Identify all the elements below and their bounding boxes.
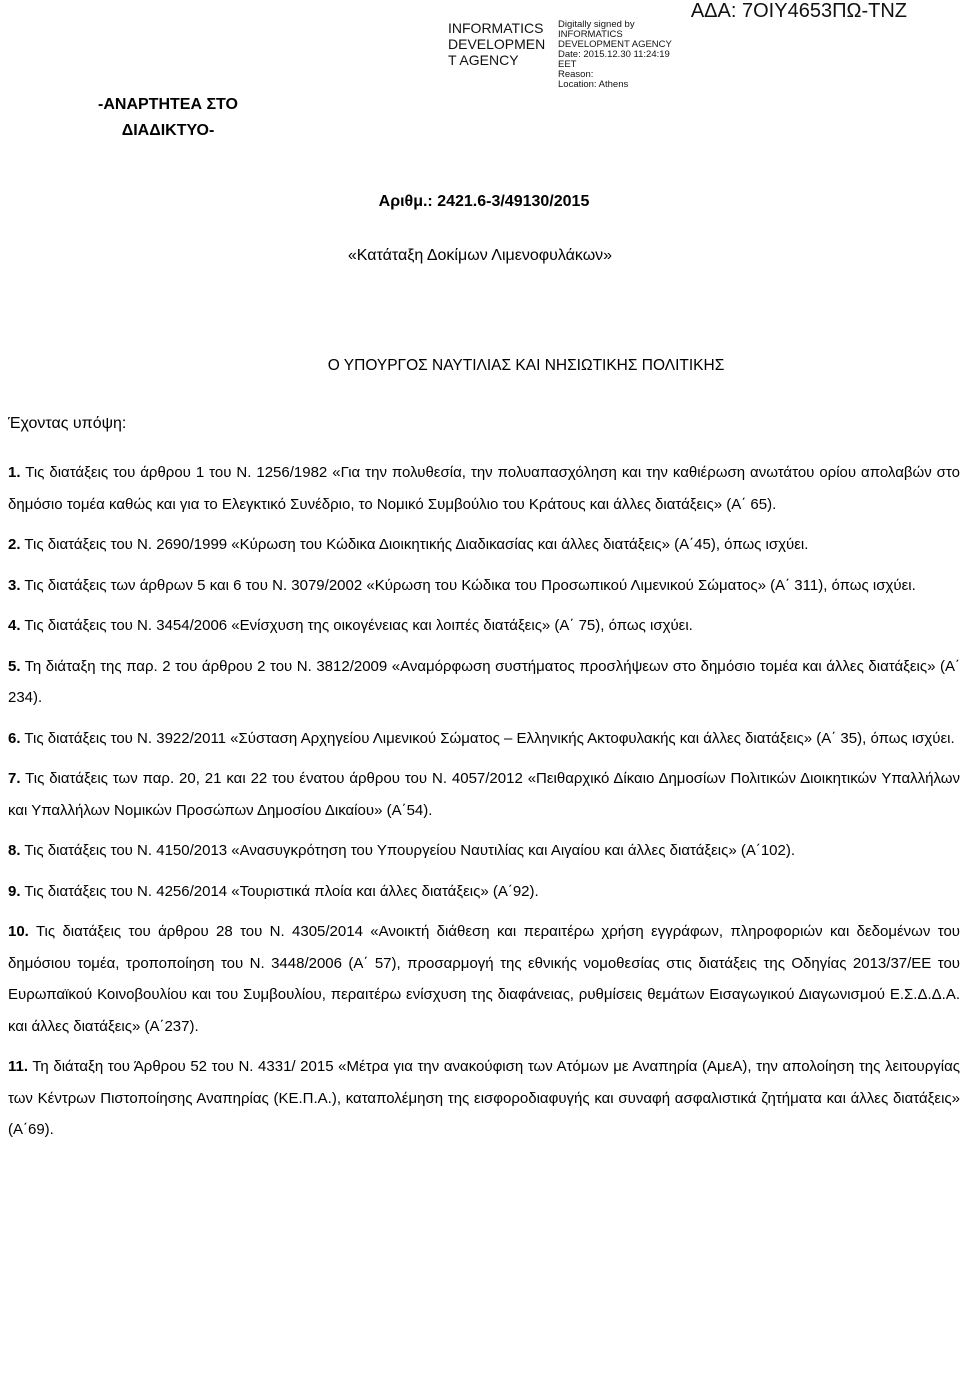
signature-line: Location: Athens [558, 79, 629, 90]
item-number: 1. [8, 464, 21, 481]
considering-label: Έχοντας υπόψη: [8, 415, 127, 432]
item-text: Τις διατάξεις του Ν. 4150/2013 «Ανασυγκρότηση του Υπουργείου Ναυτιλίας και Αιγαίου και άλλες διατάξεις» (Α΄102). [24, 842, 796, 859]
reposted-label: -ΑΝΑΡΤΗΤΕΑ ΣΤΟ ΔΙΑΔΙΚΤΥΟ- [98, 96, 238, 139]
item-number: 3. [8, 576, 21, 594]
item-text: Τις διατάξεις των παρ. 20, 21 και 22 του ένατου άρθρου του Ν. 4057/2012 «Πειθαρχικό Δίκαιο Δημοσίων Πολιτικών Διοικητικών Υπαλλήλων και Υπαλλήλων Νομικών Προσώπων Δημοσίου Δικαίου» (Α΄54). [8, 770, 960, 819]
list-item [8, 570, 960, 602]
document-subject: «Κατάταξη Δοκίμων Λιμενοφυλάκων» [347, 247, 613, 264]
list-item [8, 610, 960, 642]
list-item [8, 916, 960, 1042]
list-item [8, 835, 960, 867]
list-item [8, 763, 960, 826]
item-text: Τις διατάξεις των άρθρων 5 και 6 του Ν. 3079/2002 «Κύρωση του Κώδικα του Προσωπικού Λιμενικού Σώματος» (Α΄ 311), όπως ισχύει. [24, 576, 916, 594]
protocol-number: Αριθμ.: 2421.6-3/49130/2015 [378, 193, 590, 210]
list-item [8, 1051, 960, 1146]
list-item [8, 457, 960, 520]
item-text: Τις διατάξεις του Ν. 3922/2011 «Σύσταση Αρχηγείου Λιμενικού Σώματος – Ελληνικής Ακτοφυλακής και άλλες διατάξεις» (Α΄ 35), όπως ισχύει. [24, 729, 955, 747]
list-item [8, 651, 960, 714]
signature-line: Reason: [558, 69, 594, 80]
item-number: 5. [8, 657, 21, 675]
signature-line: Digitally signed by [558, 19, 635, 30]
signer-name: INFORMATICS DEVELOPMEN T AGENCY [448, 20, 546, 68]
item-number: 7. [8, 770, 21, 787]
item-number: 2. [8, 536, 21, 553]
item-text: Τις διατάξεις του Ν. 2690/1999 «Κύρωση του Κώδικα Διοικητικής Διαδικασίας και άλλες διατάξεις» (Α΄45), όπως ισχύει. [24, 536, 809, 553]
item-number: 10. [8, 923, 29, 940]
item-text: Τις διατάξεις του άρθρου 28 του Ν. 4305/2014 «Ανοικτή διάθεση και περαιτέρω χρήση εγγράφων, πληροφοριών και δεδομένων του δημόσιου τομέα, τροποποίηση του Ν. 3448/2006 (Α΄ 57), προσαρμογή της εθνικής νομοθεσίας στις διατάξεις της Οδηγίας 2013/37/ΕΕ του Ευρωπαϊκού Κοινοβουλίου και του Συμβουλίου, περαιτέρω ενίσχυση της διαφάνειας, ρυθμίσεις θεμάτων Εισαγωγικού Διαγωνισμού Ε.Σ.Δ.Δ.Α. και άλλες διατάξεις» (Α΄237). [8, 923, 960, 1035]
signature-line: DEVELOPMENT AGENCY [558, 39, 672, 50]
item-number: 9. [8, 882, 21, 900]
signature-line: Date: 2015.12.30 11:24:19 [558, 49, 670, 60]
signature-line: EET [558, 59, 577, 70]
item-number: 11. [8, 1058, 29, 1075]
item-text: Τη διάταξη του Άρθρου 52 του Ν. 4331/ 2015 «Μέτρα για την ανακούφιση των Ατόμων με Αναπηρία (ΑμεΑ), την απολοίηση της λειτουργίας των Κέντρων Πιστοποίησης Αναπηρίας (ΚΕ.Π.Α.), καταπολέμηση της εισφοροδιαφυγής και συναφή ασφαλιστικά ζητήματα και άλλες διατάξεις» (Α΄69). [8, 1058, 960, 1138]
issuing-authority: Ο ΥΠΟΥΡΓΟΣ ΝΑΥΤΙΛΙΑΣ ΚΑΙ ΝΗΣΙΩΤΙΚΗΣ ΠΟΛΙΤΙΚΗΣ [327, 357, 725, 374]
item-text: Τις διατάξεις του άρθρου 1 του Ν. 1256/1982 «Για την πολυθεσία, την πολυαπασχόληση και την καθιέρωση ανωτάτου ορίου απολαβών στο δημόσιο τομέα καθώς και για το Ελεγκτικό Συνέδριο, το Νομικό Συμβούλιο του Κράτους και άλλες διατάξεις» (Α΄ 65). [8, 464, 960, 513]
item-text: Τη διάταξη της παρ. 2 του άρθρου 2 του Ν. 3812/2009 «Αναμόρφωση συστήματος προσλήψεων στο δημόσιο τομέα και άλλες διατάξεις» (Α΄ 234). [8, 657, 960, 706]
item-text: Τις διατάξεις του Ν. 3454/2006 «Ενίσχυση της οικογένειας και λοιπές διατάξεις» (Α΄ 75), όπως ισχύει. [24, 617, 693, 634]
ada-code: ΑΔΑ: 7ΟΙΥ4653ΠΩ-ΤΝΖ [690, 0, 907, 22]
item-number: 6. [8, 729, 21, 747]
signature-details [558, 20, 682, 90]
considerations-list [8, 457, 960, 1155]
signature-line: INFORMATICS [558, 29, 623, 40]
item-text: Τις διατάξεις του Ν. 4256/2014 «Τουριστικά πλοία και άλλες διατάξεις» (Α΄92). [24, 882, 539, 900]
list-item [8, 529, 960, 561]
item-number: 4. [8, 617, 21, 634]
list-item [8, 723, 960, 755]
item-number: 8. [8, 842, 21, 859]
digital-signature-block [448, 19, 680, 90]
list-item [8, 876, 960, 908]
